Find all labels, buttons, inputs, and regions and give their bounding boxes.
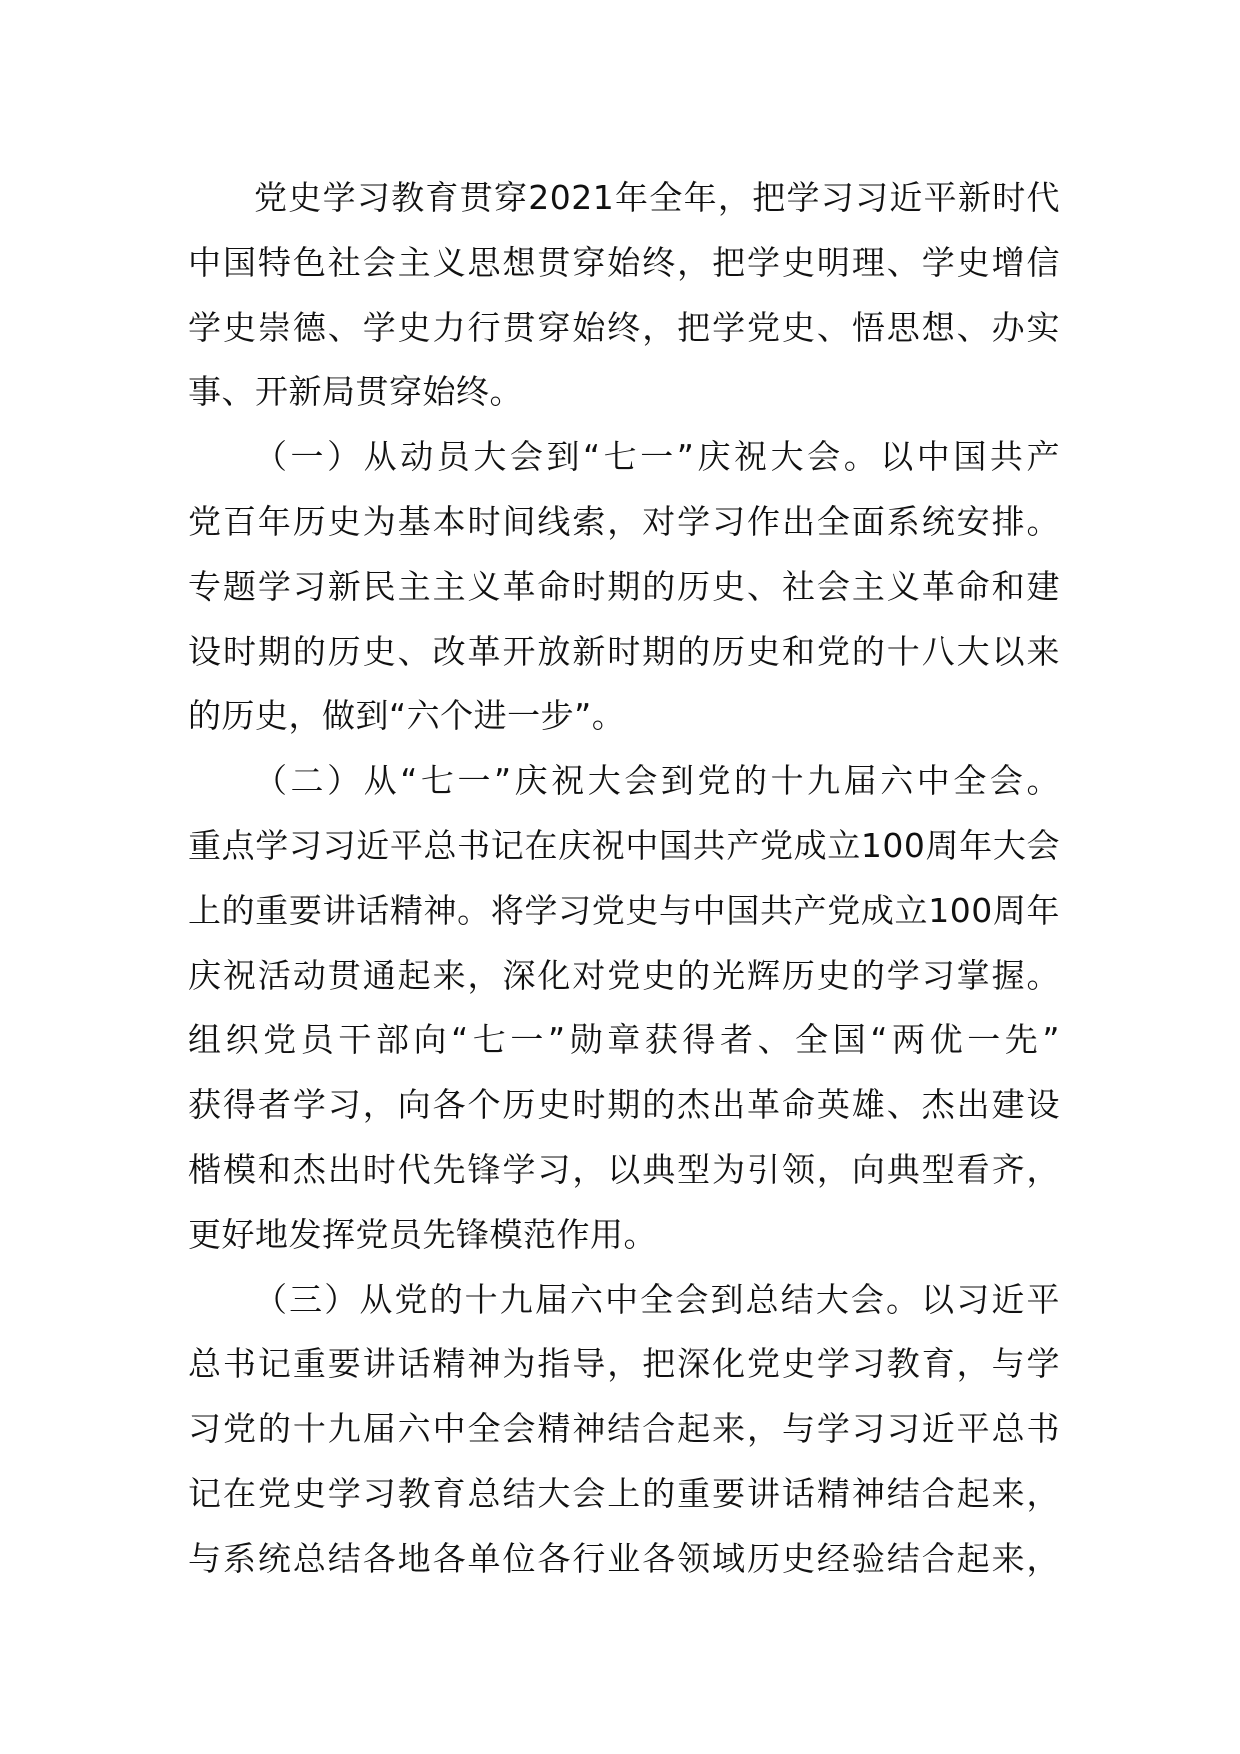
document-body (188, 166, 1060, 1592)
text-line: 获得者学习，向各个历史时期的杰出革命英雄、杰出建设 (188, 1085, 1060, 1125)
text-line: 党史学习教育贯穿2021年全年，把学习习近平新时代 (254, 178, 1060, 217)
text-line: 党百年历史为基本时间线索，对学习作出全面系统安排。 (188, 501, 1060, 541)
text-line: 庆祝活动贯通起来，深化对党史的光辉历史的学习掌握。 (188, 955, 1060, 995)
text-line: 习党的十九届六中全会精神结合起来，与学习习近平总书 (188, 1409, 1060, 1449)
text-line: 总书记重要讲话精神为指导，把深化党史学习教育，与学 (188, 1344, 1060, 1384)
text-line: 楷模和杰出时代先锋学习，以典型为引领，向典型看齐， (188, 1149, 1060, 1189)
text-line: 中国特色社会主义思想贯穿始终，把学史明理、学史增信 (188, 242, 1060, 282)
text-line: （三）从党的十九届六中全会到总结大会。以习近平 (254, 1279, 1060, 1319)
text-line: 更好地发挥党员先锋模范作用。 (188, 1214, 657, 1254)
text-line: 专题学习新民主主义革命时期的历史、社会主义革命和建 (188, 566, 1060, 606)
text-line: 组织党员干部向“七一”勋章获得者、全国“两优一先” (188, 1020, 1060, 1060)
text-line: 事、开新局贯穿始终。 (188, 372, 523, 412)
text-line: 记在党史学习教育总结大会上的重要讲话精神结合起来， (188, 1473, 1060, 1513)
text-line: 设时期的历史、改革开放新时期的历史和党的十八大以来 (188, 631, 1060, 671)
text-line: 与系统总结各地各单位各行业各领域历史经验结合起来， (188, 1538, 1060, 1578)
text-line: 学史崇德、学史力行贯穿始终，把学党史、悟思想、办实 (188, 307, 1060, 347)
text-line: 的历史，做到“六个进一步”。 (188, 696, 626, 736)
text-line: （一）从动员大会到“七一”庆祝大会。以中国共产 (254, 437, 1060, 477)
text-line: （二）从“七一”庆祝大会到党的十九届六中全会。 (254, 761, 1060, 801)
text-line: 上的重要讲话精神。将学习党史与中国共产党成立100周年 (188, 890, 1060, 930)
text-line: 重点学习习近平总书记在庆祝中国共产党成立100周年大会 (188, 825, 1060, 865)
